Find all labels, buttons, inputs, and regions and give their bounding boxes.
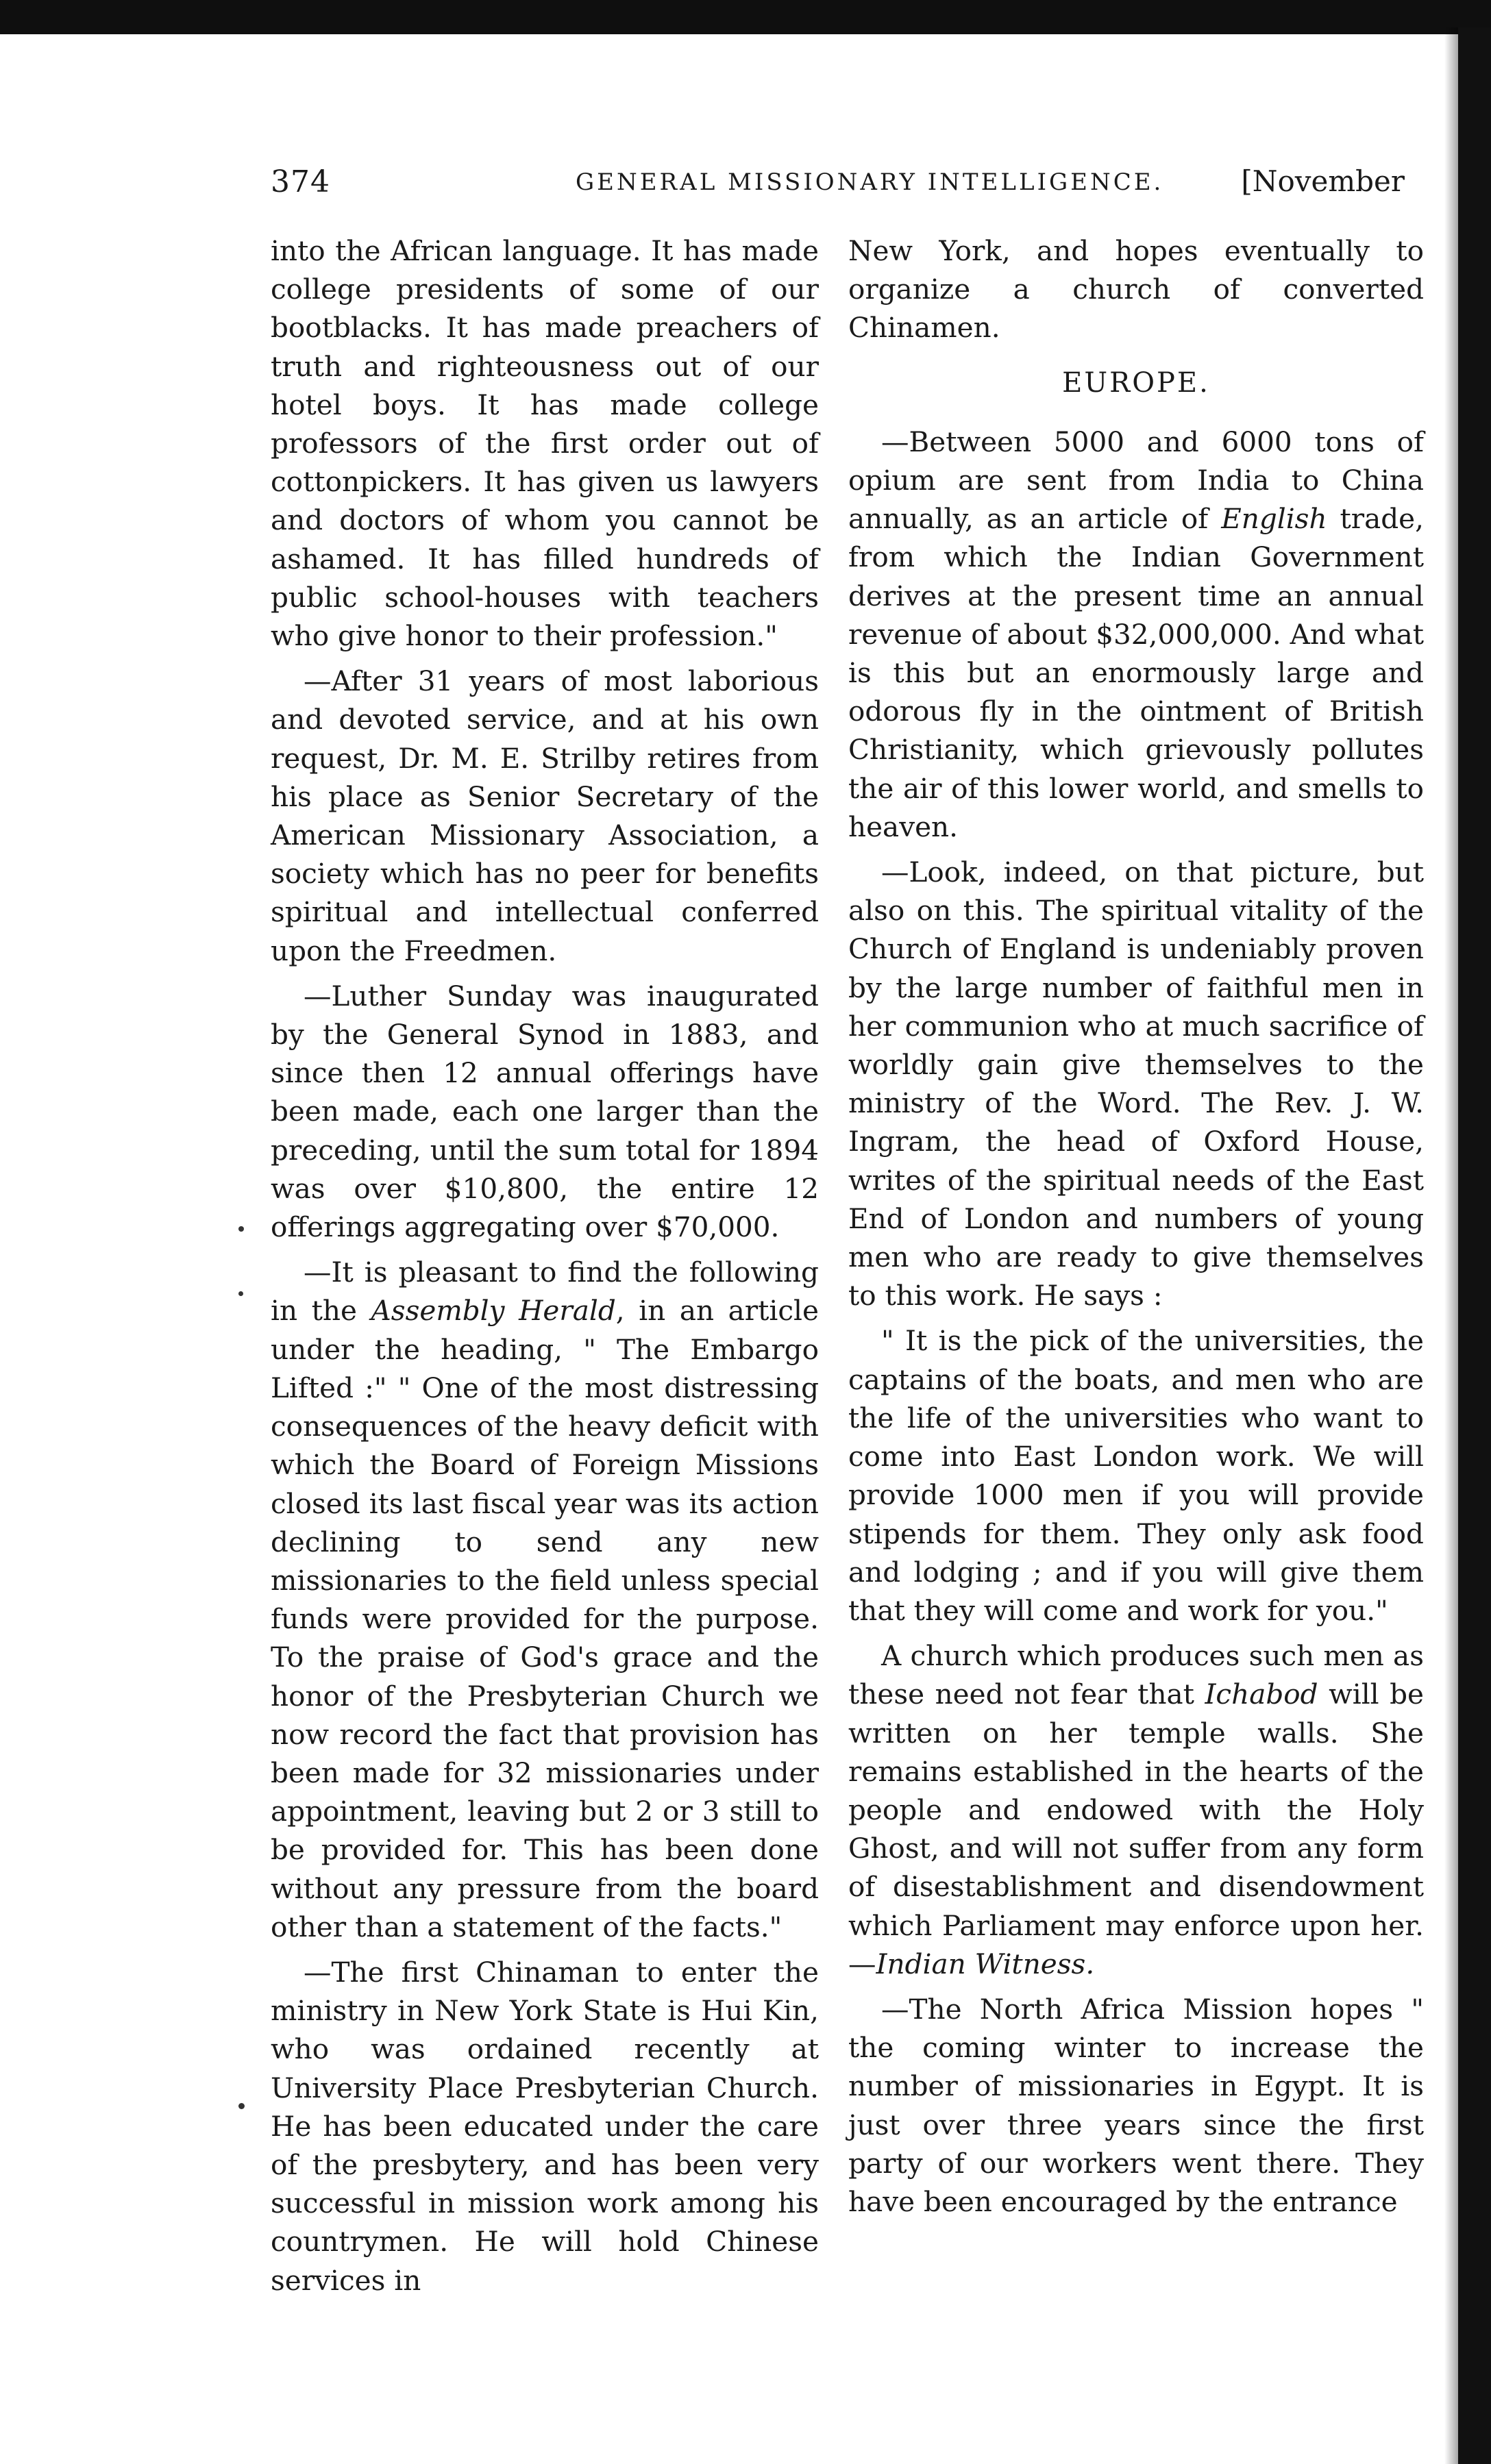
- right-column: [848, 232, 1424, 2221]
- italic-word-english: English: [1221, 502, 1327, 536]
- text-run: will be written on her temple walls. She remains established in the hearts of the people and endowed with the Holy Ghost, and will not suffer from any form of disestablishment and disendowment which Parliament may enforce upon her.—: [848, 1678, 1424, 1980]
- scan-top-border: [0, 0, 1491, 34]
- paragraph-quotation: " It is the pick of the universities, the captains of the boats, and men who are the life of the universities who want to come into East London work. We will provide 1000 men if you will provide stipends for them. They only ask food and lodging ; and if you will give them that they will come and work for you.": [848, 1324, 1424, 1627]
- paragraph-ichabod: [848, 1637, 1424, 1983]
- text-run: A church which produces such men as these need not fear that: [848, 1639, 1424, 1711]
- scan-speck: [238, 1226, 244, 1232]
- left-column: [271, 232, 819, 2300]
- text-run: trade, from which the Indian Government derives at the present time an annual revenue of about $32,000,000. And what is this but an enormously large and odorous fly in the ointment of British Christianity, which grievously pollutes the air of this lower world, and smells to heaven.: [848, 502, 1425, 843]
- section-heading-europe: EUROPE.: [1062, 366, 1210, 399]
- scan-right-border: [1458, 27, 1491, 2464]
- paragraph-continuation: into the African language. It has made college presidents of some of our bootblacks. It has made preachers of truth and righteousness out of our hotel boys. It has made college professors of the first order out of cottonpickers. It has given us lawyers and doctors of whom you cannot be ashamed. It has filled hundreds of public school-houses with teachers who give honor to their profession.": [271, 234, 819, 653]
- text-run: , in an article under the heading, " The Embargo Lifted :" " One of the most distressing consequences of the heavy deficit with which the Board of Foreign Missions closed its last fiscal year was its action declining to send any new missionaries to the field unless special funds were provided for the purpose. To the praise of God's grace and the honor of the Presbyterian Church we now record the fact that provision has been made for 32 missionaries under appointment, leaving but 2 or 3 still to be provided for. This has been done without any pressure from the board other than a statement of the facts.": [271, 1294, 819, 1943]
- paragraph-church-of-england: —Look, indeed, on that picture, but also on this. The spiritual vitality of the Church of England is undeniably proven by the large number of faithful men in her communion who at much sacrifice of worldly gain give themselves to the ministry of the Word. The Rev. J. W. Ingram, the head of Oxford House, writes of the spiritual needs of the East End of London and numbers of young men who are ready to give themselves to this work. He says :: [848, 856, 1424, 1312]
- scan-speck: [238, 1291, 243, 1296]
- scan-speck: [238, 2103, 245, 2109]
- running-header: [271, 164, 1405, 212]
- paragraph-opium: [848, 423, 1424, 846]
- paragraph-continuation: New York, and hopes eventually to organize a church of converted Chinamen.: [848, 234, 1424, 345]
- page-number: 374: [271, 164, 330, 199]
- paragraph-north-africa: —The North Africa Mission hopes " the coming winter to increase the number of missionaries in Egypt. It is just over three years since the first party of our workers went there. They have been encouraged by the entrance: [848, 1992, 1424, 2218]
- paragraph-hui-kin: —The first Chinaman to enter the ministry in New York State is Hui Kin, who was ordained recently at University Place Presbyterian Church. He has been educated under the care of the presbytery, and has been very successful in mission work among his countrymen. He will hold Chinese services in: [271, 1955, 819, 2297]
- paragraph-luther-sunday: —Luther Sunday was inaugurated by the General Synod in 1883, and since then 12 annual offerings have been made, each one larger than the preceding, until the sum total for 1894 was over $10,800, the entire 12 offerings aggregating over $70,000.: [271, 979, 819, 1244]
- paragraph-embargo-lifted: [271, 1253, 819, 1946]
- paragraph-strilby: —After 31 years of most laborious and devoted service, and at his own request, Dr. M. E. Strilby retires from his place as Senior Secretary of the American Missionary Association, a society which has no peer for benefits spiritual and intellectual conferred upon the Freedmen.: [271, 664, 819, 967]
- italic-source-indian-witness: Indian Witness.: [876, 1947, 1095, 1980]
- italic-word-ichabod: Ichabod: [1205, 1678, 1318, 1711]
- text-run: —It is pleasant to find the following in the: [271, 1256, 819, 1328]
- running-title: GENERAL MISSIONARY INTELLIGENCE.: [576, 169, 1164, 196]
- text-run: —Between 5000 and 6000 tons of opium are sent from India to China annually, as an article of: [848, 425, 1424, 536]
- issue-month: [November: [1241, 164, 1405, 198]
- scan-right-shadow: [1444, 27, 1458, 2464]
- italic-title-assembly-herald: Assembly Herald: [371, 1294, 616, 1328]
